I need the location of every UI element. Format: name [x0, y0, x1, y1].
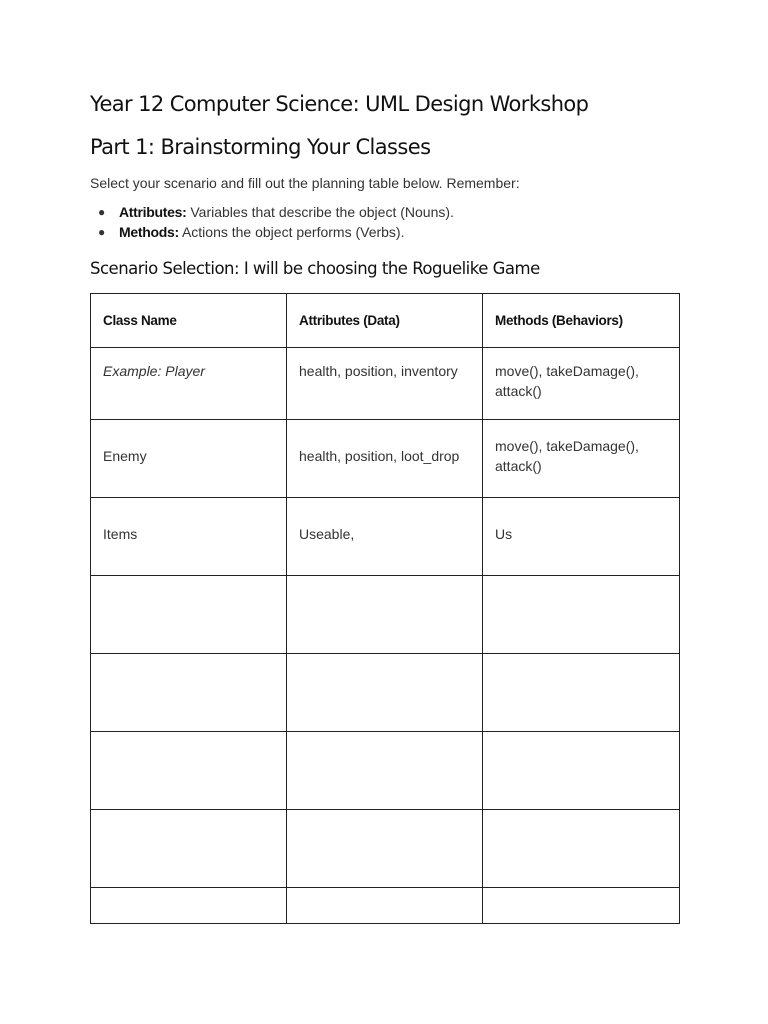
definition-methods — [90, 222, 454, 242]
table-cell[interactable] — [287, 888, 483, 924]
table-cell[interactable] — [287, 348, 483, 420]
cell-text: health, position, inventory — [299, 363, 458, 379]
cell-text: Useable, — [299, 526, 355, 542]
table-cell[interactable] — [483, 654, 680, 732]
table-cell[interactable] — [483, 810, 680, 888]
table-row — [91, 348, 680, 420]
cell-text — [103, 732, 274, 745]
table-cell[interactable] — [91, 348, 287, 420]
definition-attributes — [90, 202, 454, 222]
cell-text: Enemy — [103, 448, 147, 464]
cell-text — [495, 810, 667, 823]
table-cell[interactable] — [287, 810, 483, 888]
table-cell[interactable] — [483, 420, 680, 498]
cell-text — [299, 888, 470, 901]
table-row — [91, 576, 680, 654]
table-cell[interactable] — [483, 498, 680, 576]
table-cell[interactable] — [483, 732, 680, 810]
scenario-heading: Scenario Selection: I will be choosing the Roguelike Game — [90, 259, 540, 278]
table-row — [91, 654, 680, 732]
header-class-name: Class Name — [91, 294, 287, 348]
table-cell[interactable] — [483, 888, 680, 924]
definitions-list — [90, 202, 454, 242]
cell-text — [103, 576, 274, 589]
table-header-row — [91, 294, 680, 348]
table-row — [91, 498, 680, 576]
table-cell[interactable] — [91, 420, 287, 498]
cell-text — [495, 654, 667, 667]
definition-text: Actions the object performs (Verbs). — [178, 224, 405, 240]
cell-text — [495, 888, 667, 901]
cell-text — [299, 732, 470, 745]
table-cell[interactable] — [91, 888, 287, 924]
table-cell[interactable] — [91, 498, 287, 576]
cell-text — [299, 654, 470, 667]
cell-text: Items — [103, 526, 138, 542]
table-row — [91, 420, 680, 498]
bullet-icon: ● — [98, 225, 106, 239]
cell-text: move(), takeDamage(), attack() — [495, 363, 639, 399]
table-cell[interactable] — [91, 732, 287, 810]
cell-text — [103, 888, 274, 901]
table-cell[interactable] — [91, 654, 287, 732]
cell-text — [299, 576, 470, 589]
cell-text — [495, 732, 667, 745]
definition-text: Variables that describe the object (Nouns). — [186, 204, 454, 220]
table-cell[interactable] — [287, 420, 483, 498]
table-cell[interactable] — [483, 348, 680, 420]
cell-text — [299, 810, 470, 823]
table-cell[interactable] — [287, 654, 483, 732]
definition-term: Attributes: — [119, 204, 187, 220]
cell-text — [103, 654, 274, 667]
table-cell[interactable] — [287, 498, 483, 576]
cell-text — [103, 810, 274, 823]
header-attributes: Attributes (Data) — [287, 294, 483, 348]
planning-table — [90, 293, 680, 924]
table-cell[interactable] — [287, 732, 483, 810]
cell-text: move(), takeDamage(), attack() — [495, 438, 639, 474]
cell-text: Example: Player — [103, 363, 205, 379]
cell-text — [495, 576, 667, 589]
table-cell[interactable] — [483, 576, 680, 654]
cell-text: health, position, loot_drop — [299, 448, 460, 464]
document-title: Year 12 Computer Science: UML Design Workshop — [90, 92, 589, 116]
header-methods: Methods (Behaviors) — [483, 294, 680, 348]
definition-term: Methods: — [119, 224, 179, 240]
table-cell[interactable] — [287, 576, 483, 654]
table-cell[interactable] — [91, 810, 287, 888]
table-row — [91, 888, 680, 924]
cell-text: Us — [495, 526, 513, 542]
table-row — [91, 810, 680, 888]
table-row — [91, 732, 680, 810]
intro-text: Select your scenario and fill out the planning table below. Remember: — [90, 175, 520, 191]
part-heading: Part 1: Brainstorming Your Classes — [90, 135, 431, 159]
bullet-icon: ● — [98, 205, 106, 219]
table-cell[interactable] — [91, 576, 287, 654]
